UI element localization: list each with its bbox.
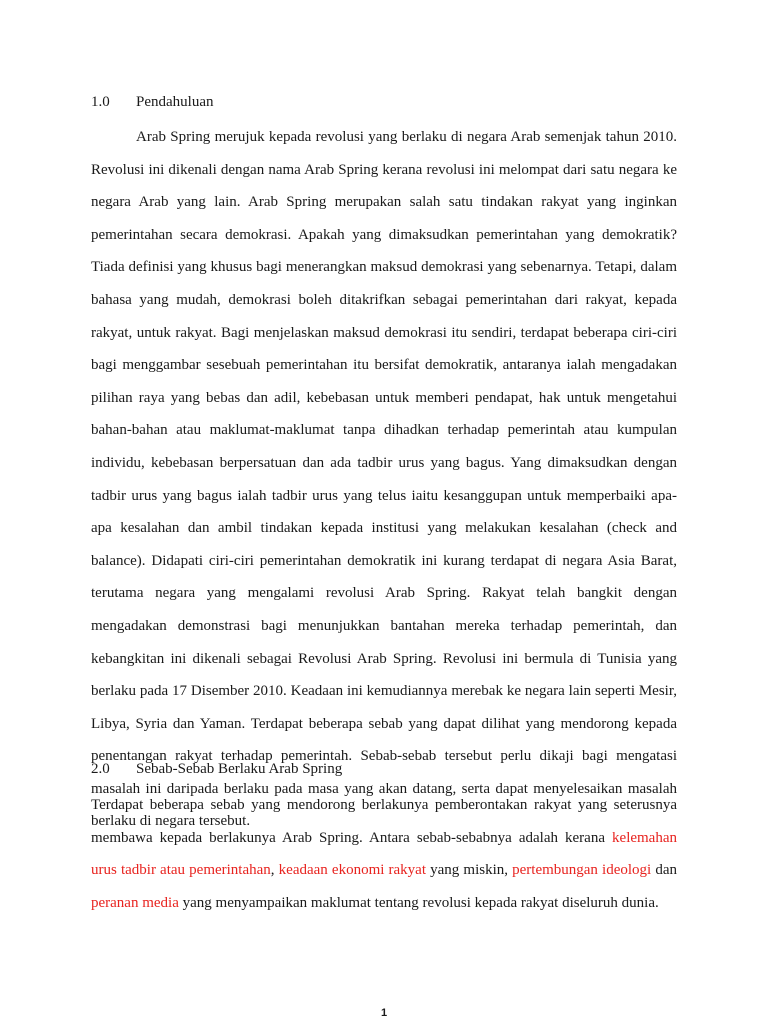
paragraph-text: , <box>270 862 279 879</box>
introduction-paragraph: Arab Spring merujuk kepada revolusi yang berlaku di negara Arab semenjak tahun 2010. Revolusi ini dikenali dengan nama Arab Spring kerana revolusi ini melompat dari satu negara ke negara Arab yang lain. Arab Spring merupakan salah satu tindakan rakyat yang inginkan pemerintahan secara demokrasi. Apakah yang dimaksudkan pemerintahan yang demokratik? Tiada definisi yang khusus bagi menerangkan maksud demokrasi yang sebenarnya. Tetapi, dalam bahasa yang mudah, demokrasi boleh ditakrifkan sebagai pemerintahan dari rakyat, kepada rakyat, untuk rakyat. Bagi menjelaskan maksud demokrasi itu sendiri, terdapat beberapa ciri-ciri bagi menggambar sesebuah pemerintahan itu bersifat demokratik, antaranya ialah mengadakan pilihan raya yang bebas dan adil, kebebasan untuk memberi pendapat, hak untuk mengetahui bahan-bahan atau maklumat-maklumat tanpa dihadkan terhadap pemerintah atau kumpulan individu, kebebasan berpersatuan dan ada tadbir urus yang bagus. Yang dimaksudkan dengan tadbir urus yang bagus ialah tadbir urus yang telus iaitu kesanggupan untuk memperbaiki apa-apa kesalahan dan ambil tindakan kepada institusi yang melakukan kesalahan (check and balance). Didapati ciri-ciri pemerintahan demokratik ini kurang terdapat di negara Asia Barat, terutama negara yang mengalami revolusi Arab Spring. Rakyat telah bangkit dengan mengadakan demonstrasi bagi menunjukkan bantahan mereka terhadap pemerintah, dan kebangkitan ini dikenali sebagai Revolusi Arab Spring. Revolusi ini bermula di Tunisia yang berlaku pada 17 Disember 2010. Keadaan ini kemudiannya merebak ke negara lain seperti Mesir, Libya, Syria dan Yaman. Terdapat beberapa sebab yang dapat dilihat yang mendorong kepada penentangan rakyat terhadap pemerintah. Sebab-sebab tersebut perlu dikaji bagi mengatasi masalah ini daripada berlaku pada masa yang akan datang, serta dapat menyelesaikan masalah berlaku di negara tersebut. <box>91 129 677 830</box>
highlight-ideology-clash: pertembungan ideologi <box>512 862 652 879</box>
highlight-economic-condition: keadaan ekonomi rakyat <box>278 862 427 879</box>
page-number: 1 <box>380 1007 388 1019</box>
highlight-media-role: peranan media <box>91 894 179 911</box>
section-number: 1.0 <box>91 94 110 110</box>
section-number: 2.0 <box>91 761 110 777</box>
section-heading-causes <box>91 760 342 778</box>
causes-paragraph <box>91 789 677 919</box>
paragraph-text: Terdapat beberapa sebab yang mendorong berlakunya pemberontakan rakyat yang seterusnya membawa kepada berlakunya Arab Spring. Antara sebab-sebabnya adalah kerana <box>91 797 677 846</box>
section-title: Pendahuluan <box>136 94 214 110</box>
paragraph-text: yang menyampaikan maklumat tentang revolusi kepada rakyat diseluruh dunia. <box>178 894 659 911</box>
paragraph-text: yang miskin, <box>426 862 513 879</box>
section-title: Sebab-Sebab Berlaku Arab Spring <box>136 761 343 777</box>
section-heading-introduction <box>91 93 213 111</box>
paragraph-text: dan <box>651 862 677 879</box>
highlight-governance-weakness: kelemahan urus tadbir atau pemerintahan <box>91 829 677 879</box>
